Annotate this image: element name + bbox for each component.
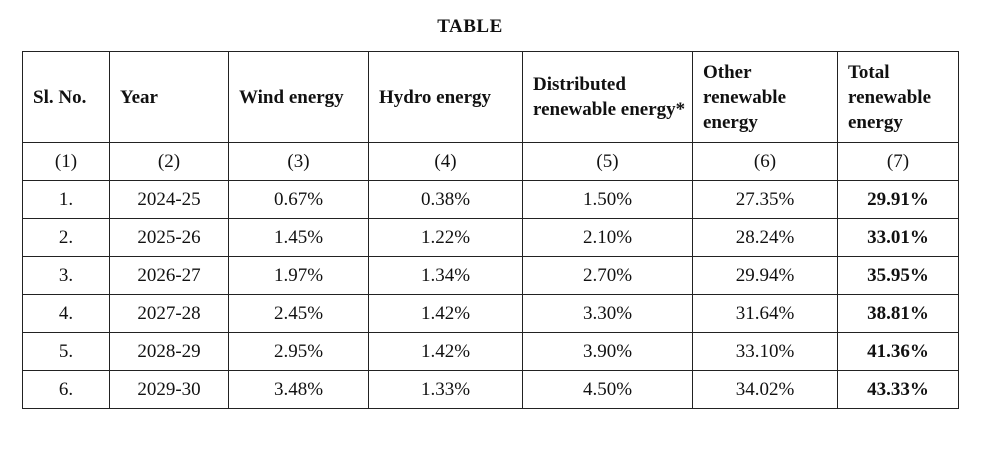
header-year: Year	[110, 52, 229, 143]
column-number: (1)	[23, 143, 110, 181]
cell-wind: 0.67%	[229, 181, 369, 219]
cell-total: 43.33%	[838, 371, 959, 409]
cell-hydro: 1.22%	[369, 219, 523, 257]
header-hydro-energy: Hydro energy	[369, 52, 523, 143]
table-row	[23, 333, 959, 371]
table-row	[23, 257, 959, 295]
header-wind-energy: Wind energy	[229, 52, 369, 143]
cell-other: 33.10%	[693, 333, 838, 371]
column-number: (2)	[110, 143, 229, 181]
cell-sl-no: 6.	[23, 371, 110, 409]
cell-hydro: 0.38%	[369, 181, 523, 219]
cell-hydro: 1.33%	[369, 371, 523, 409]
table-row	[23, 295, 959, 333]
cell-total: 29.91%	[838, 181, 959, 219]
table-title: TABLE	[437, 16, 503, 37]
column-number: (7)	[838, 143, 959, 181]
column-number: (5)	[523, 143, 693, 181]
cell-distributed: 4.50%	[523, 371, 693, 409]
cell-other: 31.64%	[693, 295, 838, 333]
cell-distributed: 2.70%	[523, 257, 693, 295]
cell-distributed: 3.90%	[523, 333, 693, 371]
cell-distributed: 2.10%	[523, 219, 693, 257]
cell-sl-no: 3.	[23, 257, 110, 295]
header-other-renewable-energy: Other renewable energy	[693, 52, 838, 143]
cell-sl-no: 5.	[23, 333, 110, 371]
cell-other: 28.24%	[693, 219, 838, 257]
cell-sl-no: 4.	[23, 295, 110, 333]
cell-total: 41.36%	[838, 333, 959, 371]
table-row	[23, 219, 959, 257]
column-number: (3)	[229, 143, 369, 181]
cell-year: 2026-27	[110, 257, 229, 295]
cell-wind: 1.97%	[229, 257, 369, 295]
cell-year: 2027-28	[110, 295, 229, 333]
cell-other: 34.02%	[693, 371, 838, 409]
header-row	[23, 52, 959, 143]
cell-wind: 1.45%	[229, 219, 369, 257]
header-sl-no: Sl. No.	[23, 52, 110, 143]
header-total-renewable-energy: Total renewable energy	[838, 52, 959, 143]
cell-year: 2029-30	[110, 371, 229, 409]
cell-other: 29.94%	[693, 257, 838, 295]
cell-total: 33.01%	[838, 219, 959, 257]
cell-wind: 2.95%	[229, 333, 369, 371]
cell-other: 27.35%	[693, 181, 838, 219]
cell-distributed: 1.50%	[523, 181, 693, 219]
cell-year: 2028-29	[110, 333, 229, 371]
renewable-energy-table	[22, 51, 959, 409]
cell-year: 2024-25	[110, 181, 229, 219]
cell-hydro: 1.34%	[369, 257, 523, 295]
cell-hydro: 1.42%	[369, 295, 523, 333]
cell-distributed: 3.30%	[523, 295, 693, 333]
column-number: (4)	[369, 143, 523, 181]
table-row	[23, 371, 959, 409]
cell-sl-no: 2.	[23, 219, 110, 257]
cell-total: 35.95%	[838, 257, 959, 295]
cell-wind: 2.45%	[229, 295, 369, 333]
cell-year: 2025-26	[110, 219, 229, 257]
table-row	[23, 181, 959, 219]
header-distributed-renewable-energy: Distributed renewable energy*	[523, 52, 693, 143]
column-number-row	[23, 143, 959, 181]
cell-total: 38.81%	[838, 295, 959, 333]
cell-sl-no: 1.	[23, 181, 110, 219]
column-number: (6)	[693, 143, 838, 181]
cell-hydro: 1.42%	[369, 333, 523, 371]
cell-wind: 3.48%	[229, 371, 369, 409]
